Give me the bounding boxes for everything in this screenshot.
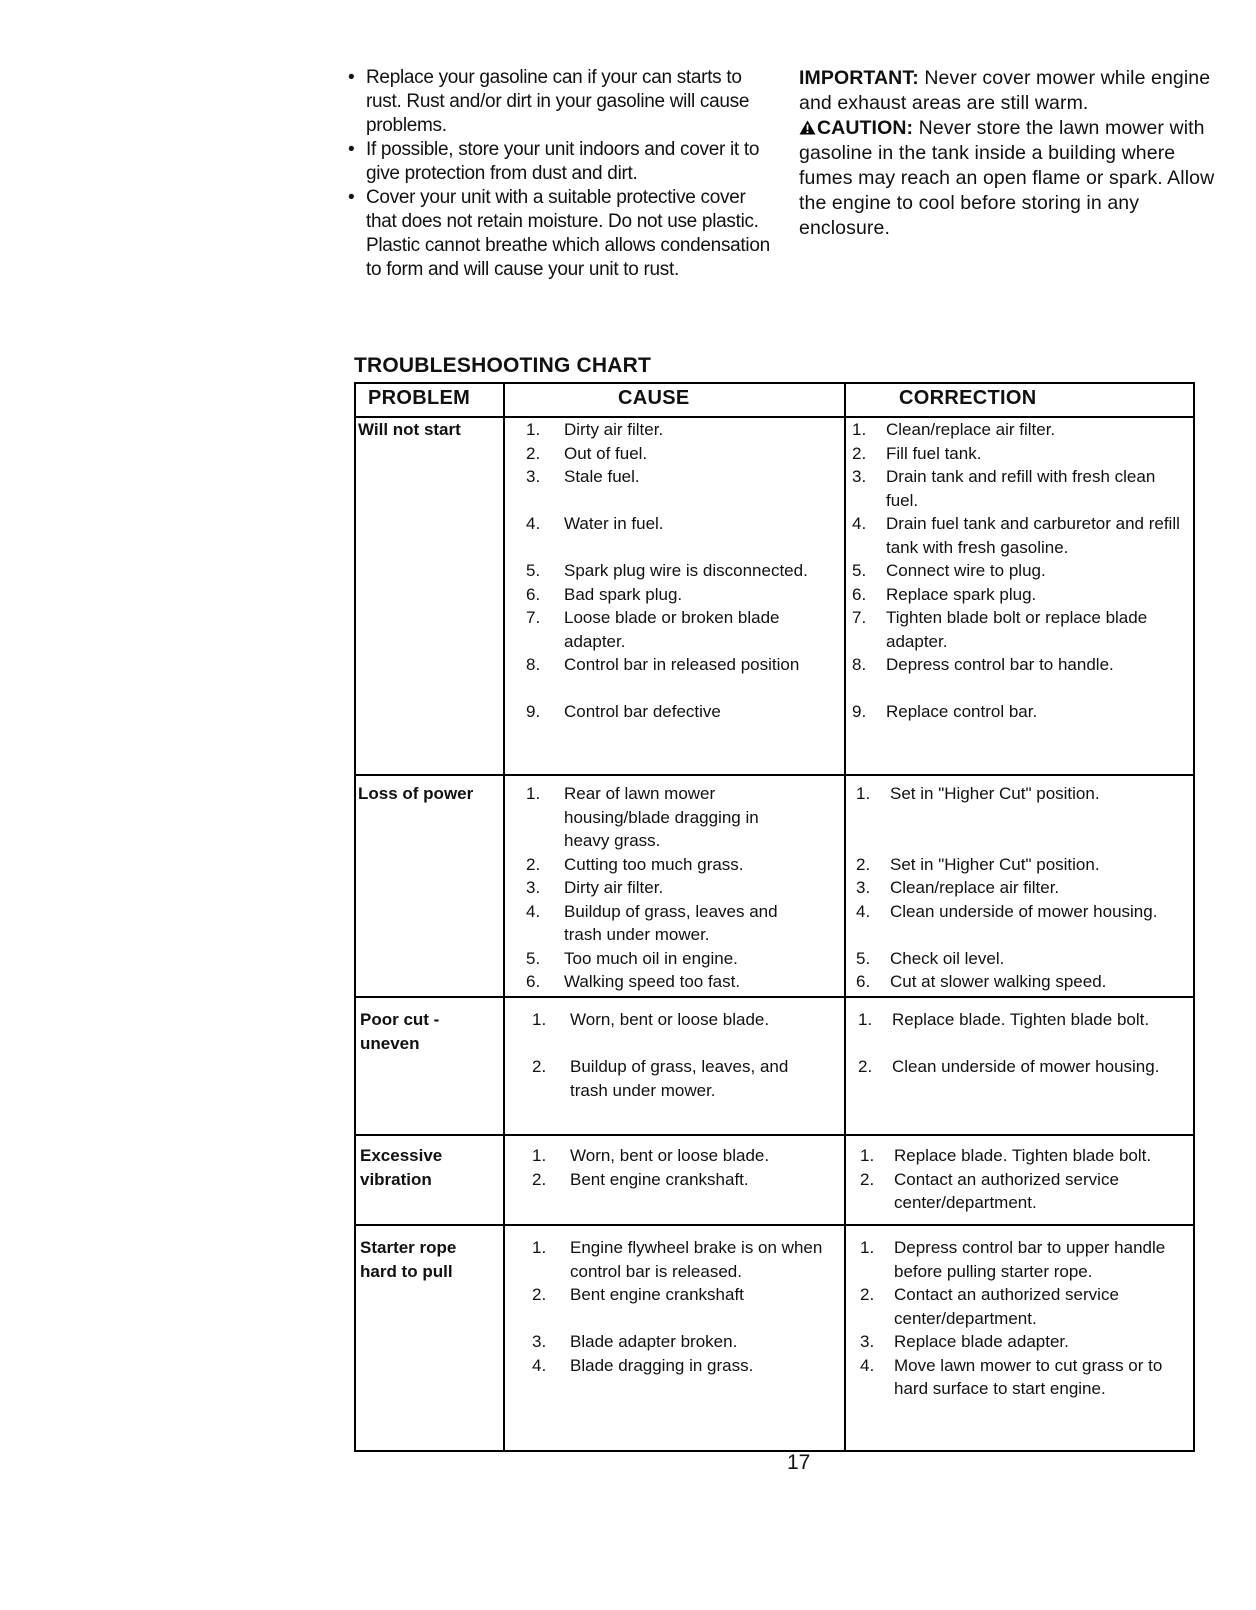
list-item: 3. Stale fuel.: [526, 467, 640, 486]
correction-cell: [860, 1144, 1194, 1215]
table-border: [354, 1224, 1195, 1226]
list-item: 6. Bad spark plug.: [526, 584, 683, 604]
list-item: 1. Replace blade. Tighten blade bolt.: [858, 1010, 1150, 1029]
list-item: 5. Check oil level.: [856, 948, 1005, 968]
list-item: 1. Worn, bent or loose blade.: [532, 1146, 770, 1165]
cause-cell: [532, 1144, 832, 1191]
storage-tip: • Replace your gasoline can if your can starts to rust. Rust and/or dirt in your gasoline will cause problems.: [348, 66, 778, 138]
list-item: 8. Depress control bar to handle.: [852, 655, 1114, 674]
list-item: 4. Blade dragging in grass.: [532, 1355, 754, 1375]
caution-text: Never store the lawn mower with gasoline in the tank inside a building where fumes may reach an open flame or spark. Allow the engine to cool before storing in any enclosure.: [799, 117, 1215, 239]
list-item: 4. Water in fuel.: [526, 514, 664, 533]
safety-notes: [799, 66, 1229, 241]
table-border: [354, 382, 356, 1452]
chart-title: TROUBLESHOOTING CHART: [354, 354, 652, 377]
list-item: 1. Set in "Higher Cut" position.: [856, 784, 1100, 803]
list-item: 3. Drain tank and refill with fresh clean fuel.: [852, 467, 1156, 510]
list-item: 9. Control bar defective: [526, 702, 721, 721]
list-item: 9. Replace control bar.: [852, 702, 1038, 721]
table-border: [354, 996, 1195, 998]
list-item: 5. Connect wire to plug.: [852, 561, 1046, 580]
list-item: 2. Contact an authorized service center/department.: [860, 1169, 1119, 1212]
list-item: 7. Loose blade or broken blade adapter.: [526, 608, 780, 651]
correction-cell: [856, 782, 1192, 994]
list-item: 3. Blade adapter broken.: [532, 1332, 738, 1351]
troubleshooting-table: [354, 382, 1224, 1452]
list-item: 2. Buildup of grass, leaves, and trash under mower.: [532, 1057, 789, 1100]
list-item: 2. Out of fuel.: [526, 443, 648, 463]
list-item: 6. Walking speed too fast.: [526, 972, 741, 991]
list-item: 1. Replace blade. Tighten blade bolt.: [860, 1146, 1152, 1165]
table-border: [354, 1450, 1195, 1452]
cause-cell: [532, 1008, 832, 1102]
list-item: 1. Rear of lawn mower housing/blade dragging in heavy grass.: [526, 784, 759, 850]
list-item: 3. Replace blade adapter.: [860, 1332, 1069, 1351]
list-item: 5. Spark plug wire is disconnected.: [526, 561, 808, 580]
storage-tips-list: [348, 66, 778, 282]
correction-cell: [858, 1008, 1194, 1079]
list-item: 1. Worn, bent or loose blade.: [532, 1010, 770, 1029]
correction-cell: [860, 1236, 1194, 1401]
list-item: 2. Cutting too much grass.: [526, 854, 744, 874]
caution-note: [799, 116, 1229, 241]
header-cause: CAUSE: [618, 387, 690, 409]
list-item: 2. Clean underside of mower housing.: [858, 1057, 1160, 1076]
list-item: 6. Cut at slower walking speed.: [856, 972, 1107, 991]
warning-triangle-icon: [799, 120, 816, 135]
storage-tip: • Cover your unit with a suitable protective cover that does not retain moisture. Do not use plastic. Plastic cannot breathe which allows condensation to form and will cause your unit to rust.: [348, 186, 778, 282]
list-item: 1. Dirty air filter.: [526, 420, 664, 439]
list-item: 2. Bent engine crankshaft: [532, 1285, 744, 1304]
cause-cell: [532, 1236, 844, 1377]
table-border: [354, 382, 1195, 384]
table-border: [844, 382, 846, 1452]
problem-cell: Starter rope hard to pull: [360, 1238, 457, 1281]
table-border: [503, 382, 505, 1452]
list-item: 8. Control bar in released position: [526, 655, 800, 674]
caution-label: CAUTION:: [817, 117, 914, 139]
list-item: 1. Engine flywheel brake is on when control bar is released.: [532, 1238, 823, 1281]
list-item: 2. Set in "Higher Cut" position.: [856, 854, 1100, 874]
list-item: 3. Clean/replace air filter.: [856, 878, 1060, 897]
list-item: 2. Contact an authorized service center/department.: [860, 1285, 1119, 1328]
table-border: [354, 1134, 1195, 1136]
list-item: 4. Buildup of grass, leaves and trash under mower.: [526, 901, 778, 944]
list-item: 4. Drain fuel tank and carburetor and refill tank with fresh gasoline.: [852, 514, 1180, 557]
problem-cell: Loss of power: [358, 784, 474, 803]
list-item: 2. Fill fuel tank.: [852, 443, 982, 463]
correction-cell: [852, 418, 1192, 724]
page-number: 17: [787, 1451, 811, 1474]
list-item: 2. Bent engine crankshaft.: [532, 1169, 749, 1189]
table-border: [354, 774, 1195, 776]
header-correction: CORRECTION: [899, 387, 1037, 409]
cause-cell: [526, 782, 844, 994]
list-item: 1. Depress control bar to upper handle before pulling starter rope.: [860, 1238, 1166, 1281]
list-item: 5. Too much oil in engine.: [526, 948, 738, 968]
cause-cell: [526, 418, 844, 724]
list-item: 3. Dirty air filter.: [526, 878, 664, 897]
storage-tip: • If possible, store your unit indoors and cover it to give protection from dust and dirt.: [348, 138, 778, 186]
list-item: 6. Replace spark plug.: [852, 584, 1037, 604]
list-item: 4. Clean underside of mower housing.: [856, 901, 1158, 921]
important-text: Never cover mower while engine and exhaust areas are still warm.: [799, 67, 1211, 114]
list-item: 7. Tighten blade bolt or replace blade adapter.: [852, 608, 1148, 651]
important-label: IMPORTANT:: [799, 67, 919, 89]
important-note: [799, 66, 1229, 116]
header-problem: PROBLEM: [368, 387, 471, 409]
problem-cell: Poor cut - uneven: [360, 1010, 440, 1053]
list-item: 4. Move lawn mower to cut grass or to hard surface to start engine.: [860, 1355, 1163, 1398]
problem-cell: Excessive vibration: [360, 1146, 443, 1189]
list-item: 1. Clean/replace air filter.: [852, 420, 1056, 439]
problem-cell: Will not start: [358, 420, 461, 439]
